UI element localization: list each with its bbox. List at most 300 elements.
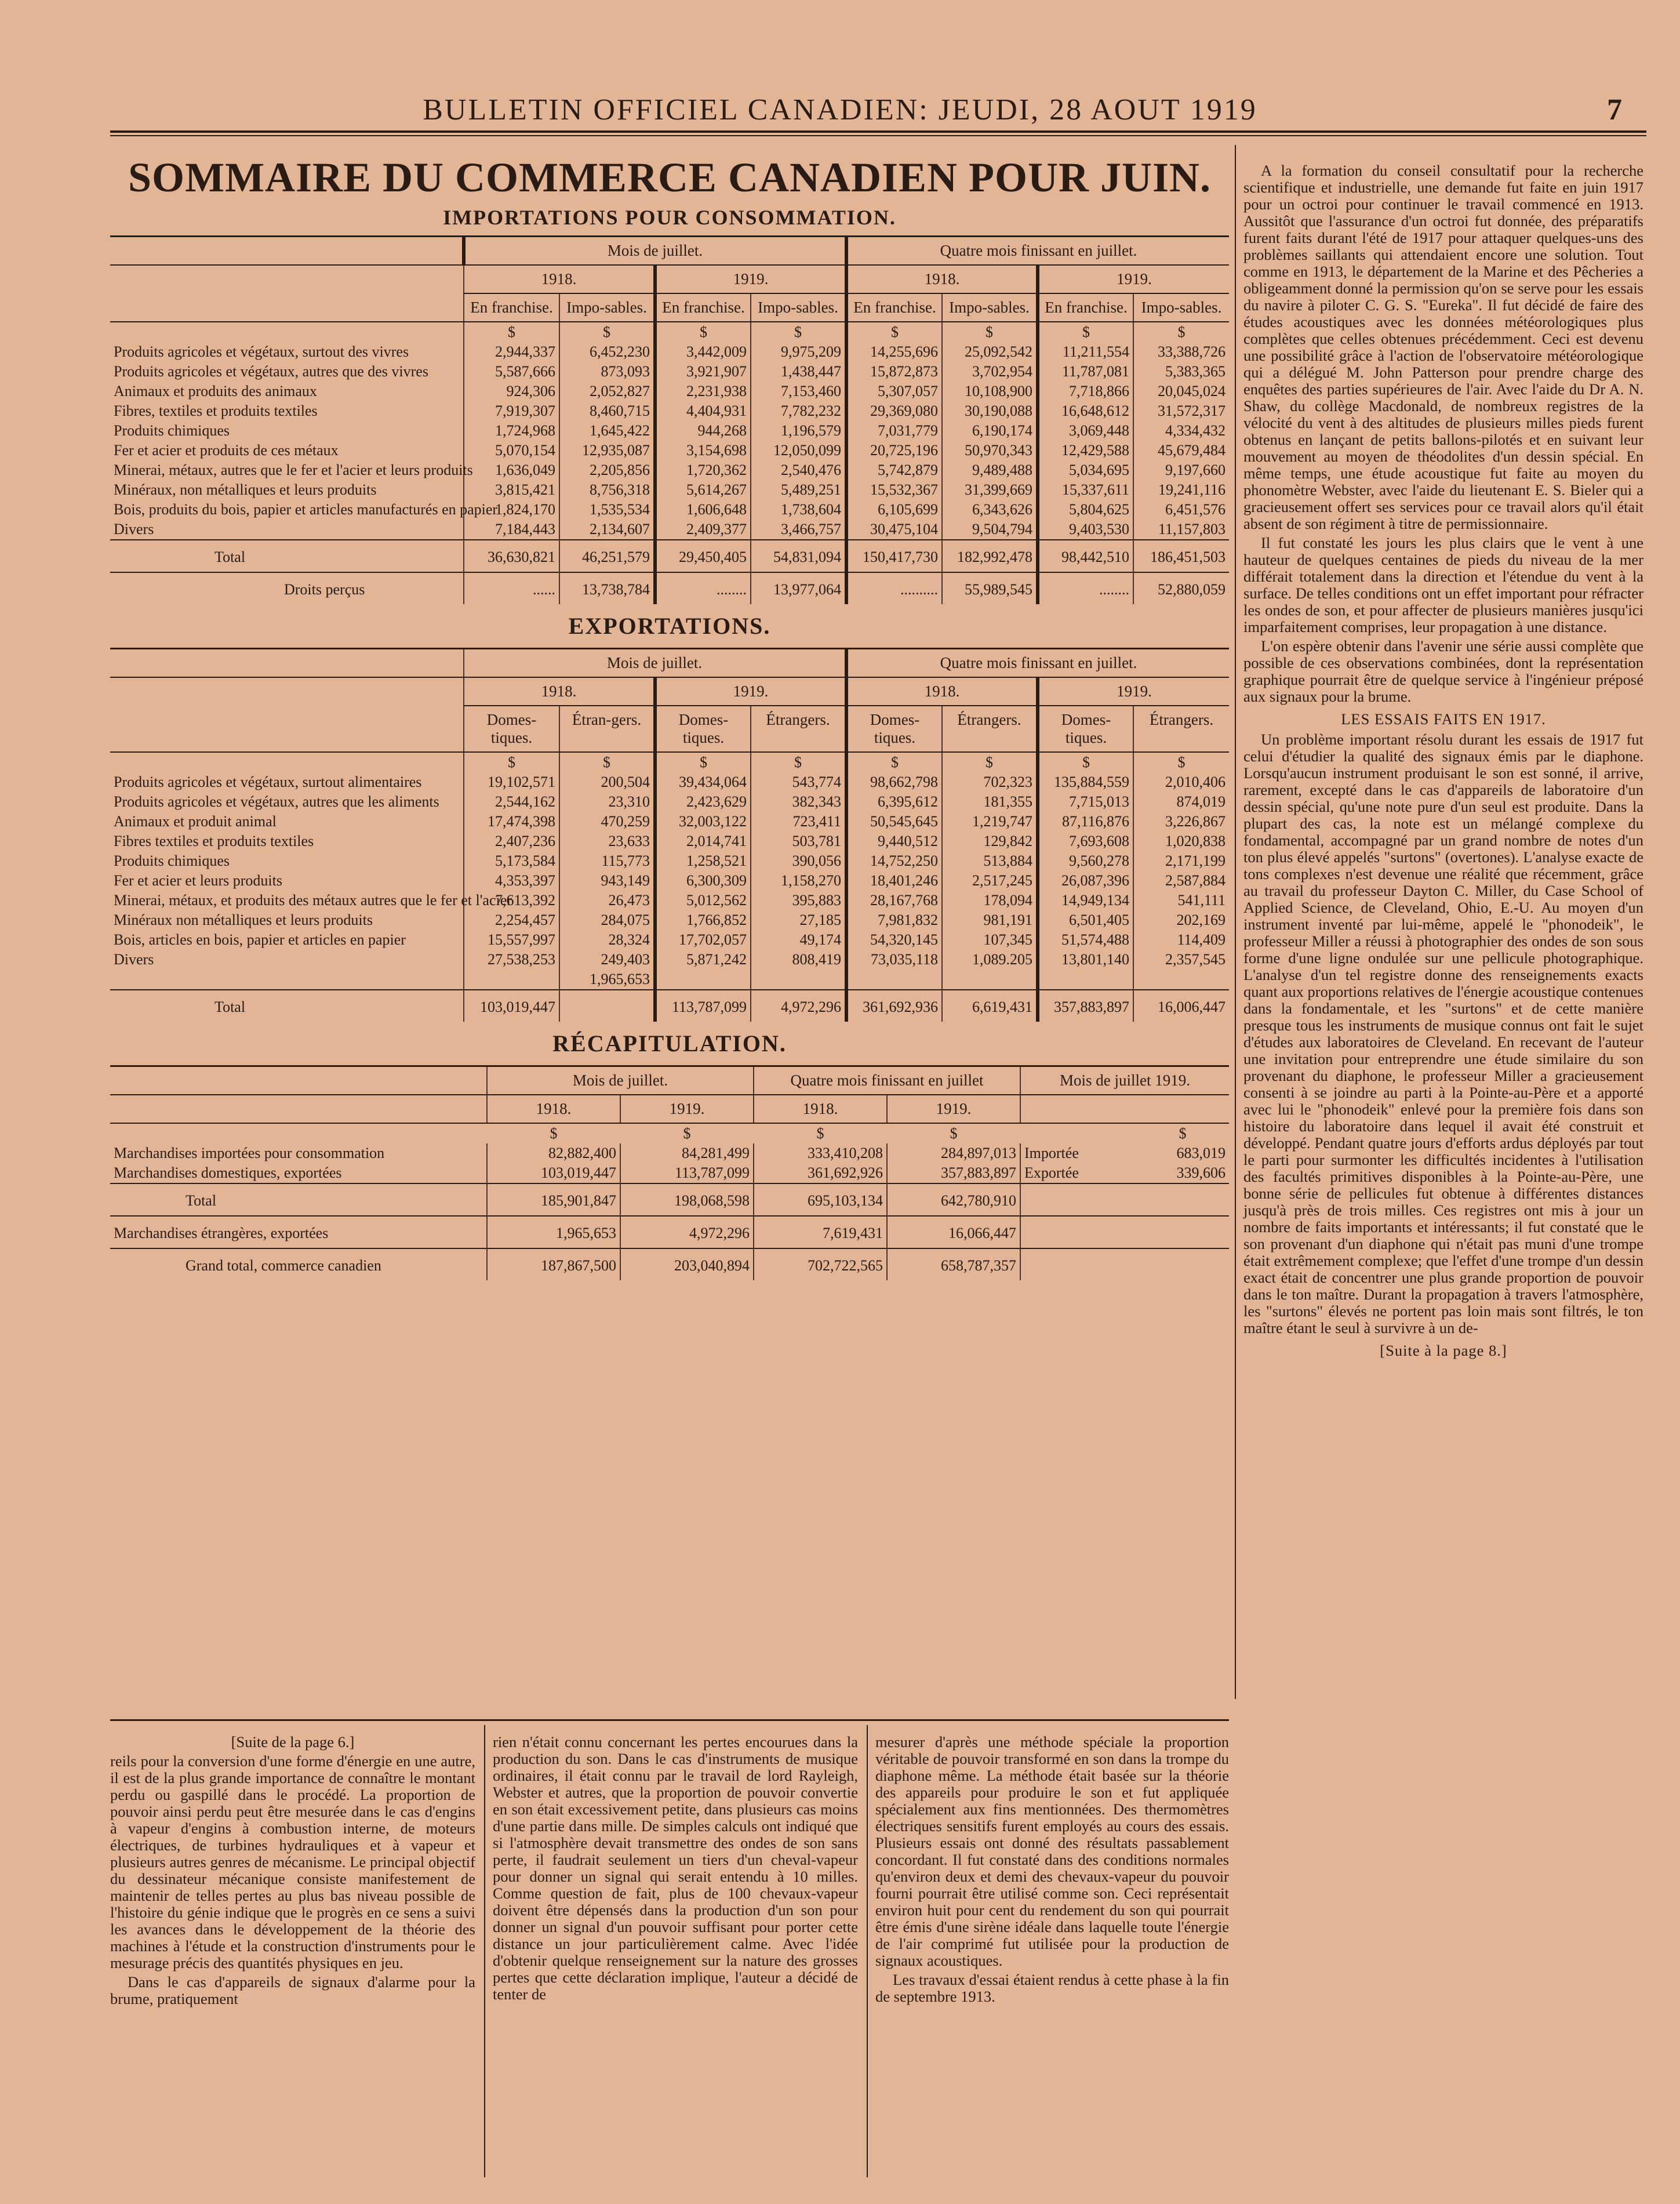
cell: 5,742,879 [846, 460, 942, 480]
cell: 107,345 [942, 930, 1038, 950]
table-row [110, 891, 1229, 910]
cell: 198,068,598 [620, 1183, 754, 1216]
cell: 6,501,405 [1038, 910, 1133, 930]
cell: 1,766,852 [655, 910, 751, 930]
imports-table [110, 235, 1229, 604]
cell: 5,070,154 [464, 441, 559, 460]
cell: 187,867,500 [487, 1248, 620, 1280]
table-row [110, 871, 1229, 891]
cell: 26,087,396 [1038, 871, 1133, 891]
cell: 16,648,612 [1038, 401, 1133, 421]
cell: 51,574,488 [1038, 930, 1133, 950]
cell: 9,489,488 [942, 460, 1038, 480]
cell: 2,052,827 [559, 382, 655, 401]
cell: .......... [846, 572, 942, 604]
cell: 7,184,443 [464, 520, 559, 540]
row-label: Grand total, commerce canadien [110, 1248, 487, 1280]
cell: 23,310 [559, 792, 655, 812]
cell: 8,756,318 [559, 480, 655, 500]
row-label: Animaux et produits des animaux [114, 383, 317, 400]
imports-year-1919-b: 1919. [1038, 265, 1229, 293]
cell: 5,034,695 [1038, 460, 1133, 480]
cell: 200,504 [559, 772, 655, 792]
cell: 202,169 [1133, 910, 1229, 930]
cell: 31,399,669 [942, 480, 1038, 500]
row-label: Marchandises importées pour consommation [114, 1145, 385, 1161]
cell: 28,324 [559, 930, 655, 950]
cell: 115,773 [559, 851, 655, 871]
col-free: En franchise. [464, 293, 559, 322]
table-row [110, 910, 1229, 930]
cell: 14,949,134 [1038, 891, 1133, 910]
cell: 98,442,510 [1038, 540, 1133, 572]
cell: 5,173,584 [464, 851, 559, 871]
table-row [110, 1216, 1229, 1248]
cell: 203,040,894 [620, 1248, 754, 1280]
cell: 470,259 [559, 812, 655, 832]
cell: 5,871,242 [655, 950, 751, 970]
cell: 658,787,357 [887, 1248, 1020, 1280]
cell: 31,572,317 [1133, 401, 1229, 421]
cell: 114,409 [1133, 930, 1229, 950]
cell: 13,977,064 [751, 572, 846, 604]
spacer [1038, 970, 1133, 990]
dollar-sign: $ [464, 322, 559, 342]
column-divider [1235, 145, 1236, 1699]
row-label: Bois, produits du bois, papier et articles manufacturés en papier [114, 501, 498, 518]
bottom-rule [110, 1719, 1229, 1721]
cell: 2,010,406 [1133, 772, 1229, 792]
col-free: En franchise. [846, 293, 942, 322]
table-row [110, 441, 1229, 460]
cell: 1,020,838 [1133, 832, 1229, 851]
cell: 702,722,565 [754, 1248, 887, 1280]
cell: 284,897,013 [887, 1143, 1020, 1163]
cell: 3,702,954 [942, 362, 1038, 382]
cell: 17,474,398 [464, 812, 559, 832]
cell: 98,662,798 [846, 772, 942, 792]
dollar-sign: $ [950, 1125, 958, 1142]
cell: 14,752,250 [846, 851, 942, 871]
header-rule [110, 130, 1646, 133]
row-label: Produits chimiques [114, 422, 230, 439]
exports-group-four: Quatre mois finissant en juillet. [846, 649, 1229, 678]
cell: 16,006,447 [1133, 990, 1229, 1022]
col-foreign: Étrangers. [751, 706, 846, 752]
cell: 28,167,768 [846, 891, 942, 910]
dollar-sign: $ [751, 752, 846, 772]
cell: 944,268 [655, 421, 751, 441]
cell: 12,935,087 [559, 441, 655, 460]
imports-group-four: Quatre mois finissant en juillet. [846, 237, 1229, 266]
paragraph: A la formation du conseil consultatif pour la recherche scientifique et industrielle, une demande fut faite en juin 1917 pour un octroi pour continuer le travail commencé en 1913. Aussitôt que l'assurance d'un octroi fut donnée, des préparatifs furent faits durant l'été de 1917 pour attaquer quelques-uns des problèmes saillants qui attendaient encore une solution. Tout comme en 1913, le département de la Marine et des Pêcheries a obligeamment donné la permission qu'on se serve pour les essais du navire à piloter C. G. S. "Eureka". Il fut décidé de faire des études acoustiques avec les données météorologiques plus complètes que celles obtenues précédemment. Ceci est devenu une possibilité grâce à l'action de l'observatoire météorologique qui a délégué M. John Patterson pour prendre charge des enquêtes des parties supérieures de l'air. Avec l'aide du Dr A. N. Shaw, du collège Macdonald, de nombreux registres de la vélocité du vent à des altitudes de plusieurs milles pieds furent obtenus en lançant de petits ballons-pilotés et en suivant leur mouvement au moyen de théodolites d'un dessin spécial. En même temps, une étude acoustique fut faite au moyen du phonomètre Webster, avec l'aide du lieutenant E. S. Bieler qui a gracieusement offert ses services pour ce travail alors qu'il était absent de son régiment à titre de permissionnaire. [1243, 162, 1643, 532]
col-free: En franchise. [1038, 293, 1133, 322]
cell: 924,306 [464, 382, 559, 401]
cell: 1,158,270 [751, 871, 846, 891]
article-right-column [1243, 162, 1643, 1363]
cell: 15,557,997 [464, 930, 559, 950]
recap-table [110, 1065, 1229, 1280]
dollar-sign: $ [559, 322, 655, 342]
paragraph: reils pour la conversion d'une forme d'énergie en une autre, il est de la plus grande importance de connaître le montant perdu ou gaspillé dans le procédé. La proportion de pouvoir ainsi perdu peut être mesurée dans le cas d'engins à vapeur d'engins à combustion interne, de moteurs électriques, de turbines hydrauliques et à vapeur et plusieurs autres genres de mécanisme. Le principal objectif du dessinateur mécanique consiste manifestement de maintenir de telles pertes au plus bas niveau possible de l'histoire du génie indique que le progrès en ce sens a suivi les avances dans le développement de la théorie des machines à l'étude et la construction d'instruments pour le mesurage précis des quantités physiques en jeu. [110, 1752, 475, 1971]
col-dutiable: Impo-sables. [559, 293, 655, 322]
table-row [110, 421, 1229, 441]
cell: 30,190,088 [942, 401, 1038, 421]
cell: 19,102,571 [464, 772, 559, 792]
cell: 7,693,608 [1038, 832, 1133, 851]
cell: 33,388,726 [1133, 342, 1229, 362]
cell: 73,035,118 [846, 950, 942, 970]
cell: 1,965,653 [559, 970, 655, 990]
row-label: Animaux et produit animal [114, 813, 277, 830]
col-dutiable: Impo-sables. [1133, 293, 1229, 322]
table-row [110, 792, 1229, 812]
cell: 1,720,362 [655, 460, 751, 480]
cell: ........ [655, 572, 751, 604]
cell: 1,258,521 [655, 851, 751, 871]
cell: 13,738,784 [559, 572, 655, 604]
cell: 361,692,926 [754, 1163, 887, 1183]
cell: 249,403 [559, 950, 655, 970]
table-row [110, 401, 1229, 421]
cell: 8,460,715 [559, 401, 655, 421]
cell: 182,992,478 [942, 540, 1038, 572]
duties-row [110, 572, 1229, 604]
cell: 2,171,199 [1133, 851, 1229, 871]
cell: 12,429,588 [1038, 441, 1133, 460]
cell: 1,535,534 [559, 500, 655, 520]
cell: 1,965,653 [487, 1216, 620, 1248]
article-column-1 [110, 1734, 475, 2010]
cell: 18,401,246 [846, 871, 942, 891]
cell: 32,003,122 [655, 812, 751, 832]
paragraph: L'on espère obtenir dans l'avenir une série aussi complète que possible de ces observations combinées, dont la représentation graphique pourrait être de quelque service à l'ingénieur préposé aux signaux pour la brume. [1243, 637, 1643, 705]
cell: 874,019 [1133, 792, 1229, 812]
imports-year-1919-a: 1919. [655, 265, 846, 293]
cell: 7,153,460 [751, 382, 846, 401]
row-label: Fer et acier et produits de ces métaux [114, 442, 339, 459]
row-label: Minéraux non métalliques et leurs produits [114, 912, 373, 928]
cell: 15,532,367 [846, 480, 942, 500]
cell: 82,882,400 [487, 1143, 620, 1163]
dollar-sign: $ [1133, 322, 1229, 342]
cell: 17,702,057 [655, 930, 751, 950]
cell: 333,410,208 [754, 1143, 887, 1163]
cell: 3,226,867 [1133, 812, 1229, 832]
cell: 6,300,309 [655, 871, 751, 891]
cell: 1,219,747 [942, 812, 1038, 832]
col-foreign: Étrangers. [942, 706, 1038, 752]
cell: 9,504,794 [942, 520, 1038, 540]
table-row [110, 1163, 1229, 1183]
cell: 6,343,626 [942, 500, 1038, 520]
cell: 2,944,337 [464, 342, 559, 362]
cell: 3,466,757 [751, 520, 846, 540]
cell: 1,824,170 [464, 500, 559, 520]
dollar-sign: $ [751, 322, 846, 342]
table-row [110, 520, 1229, 540]
cell: 12,050,099 [751, 441, 846, 460]
cell: 723,411 [751, 812, 846, 832]
col-domestic: Domes-tiques. [464, 706, 559, 752]
cell: 284,075 [559, 910, 655, 930]
cell: 16,066,447 [887, 1216, 1020, 1248]
spacer [655, 970, 751, 990]
cell: 1,438,447 [751, 362, 846, 382]
article-column-2 [493, 1734, 858, 2005]
cell: 5,307,057 [846, 382, 942, 401]
cell: 6,619,431 [942, 990, 1038, 1022]
imports-year-1918-a: 1918. [464, 265, 655, 293]
row-label: Marchandises domestiques, exportées [114, 1164, 342, 1181]
cell: 54,320,145 [846, 930, 942, 950]
recap-group-1919: Mois de juillet 1919. [1020, 1066, 1229, 1095]
row-label: Divers [114, 521, 154, 538]
table-row [110, 500, 1229, 520]
cell: 2,544,162 [464, 792, 559, 812]
table-row [110, 1143, 1229, 1163]
col-free: En franchise. [655, 293, 751, 322]
cell: 9,440,512 [846, 832, 942, 851]
cell: 52,880,059 [1133, 572, 1229, 604]
cell: 2,014,741 [655, 832, 751, 851]
spacer [751, 970, 846, 990]
cell: Importée [1020, 1143, 1136, 1163]
cell: 7,718,866 [1038, 382, 1133, 401]
cell: 357,883,897 [1038, 990, 1133, 1022]
cell: 695,103,134 [754, 1183, 887, 1216]
cell: 6,452,230 [559, 342, 655, 362]
cell: 9,975,209 [751, 342, 846, 362]
cell: 357,883,897 [887, 1163, 1020, 1183]
row-label: Marchandises étrangères, exportées [110, 1216, 487, 1248]
exports-year-1919-b: 1919. [1038, 677, 1229, 706]
cell: 5,587,666 [464, 362, 559, 382]
paragraph: Dans le cas d'appareils de signaux d'alarme pour la brume, pratiquement [110, 1973, 475, 2007]
cell: 178,094 [942, 891, 1038, 910]
cell: 4,972,296 [751, 990, 846, 1022]
cell: 7,715,013 [1038, 792, 1133, 812]
spacer [110, 752, 464, 772]
cell: 4,404,931 [655, 401, 751, 421]
cell: 13,801,140 [1038, 950, 1133, 970]
grand-total-row [110, 1248, 1229, 1280]
cell: 50,970,343 [942, 441, 1038, 460]
column-divider [867, 1725, 868, 2177]
cell: 5,614,267 [655, 480, 751, 500]
dollar-sign: $ [1038, 752, 1133, 772]
recap-year-1918: 1918. [754, 1095, 887, 1123]
cell: 642,780,910 [887, 1183, 1020, 1216]
cell: 6,451,576 [1133, 500, 1229, 520]
table-row [110, 480, 1229, 500]
cell: 390,056 [751, 851, 846, 871]
cell: 20,725,196 [846, 441, 942, 460]
table-row [110, 851, 1229, 871]
row-label: Minéraux, non métalliques et leurs produits [114, 481, 377, 498]
cell: 29,369,080 [846, 401, 942, 421]
spacer [110, 970, 464, 990]
cell: 39,434,064 [655, 772, 751, 792]
cell: 10,108,900 [942, 382, 1038, 401]
continued-from: [Suite de la page 6.] [231, 1733, 355, 1751]
spacer [846, 970, 942, 990]
col-domestic: Domes-tiques. [655, 706, 751, 752]
cell: 3,154,698 [655, 441, 751, 460]
table-row [110, 342, 1229, 362]
table-row [110, 460, 1229, 480]
cell: 2,517,245 [942, 871, 1038, 891]
cell: 1,196,579 [751, 421, 846, 441]
dollar-sign: $ [1038, 322, 1133, 342]
table-row [110, 812, 1229, 832]
cell: 50,545,645 [846, 812, 942, 832]
total-row [110, 1183, 1229, 1216]
cell: 808,419 [751, 950, 846, 970]
cell: 23,633 [559, 832, 655, 851]
cell: 2,357,545 [1133, 950, 1229, 970]
cell: 181,355 [942, 792, 1038, 812]
cell: 29,450,405 [655, 540, 751, 572]
col-dutiable: Impo-sables. [942, 293, 1038, 322]
total-row [110, 540, 1229, 572]
row-label: Produits agricoles et végétaux, autres que des vivres [114, 363, 428, 380]
cell: 4,972,296 [620, 1216, 754, 1248]
cell: 26,473 [559, 891, 655, 910]
cell: 2,409,377 [655, 520, 751, 540]
spacer [942, 970, 1038, 990]
paragraph: Il fut constaté les jours les plus clairs que le vent à une hauteur de quelques centaines de pieds du niveau de la mer différait totalement dans la direction et l'étendue du vent à la surface. De telles conditions ont un effet important pour réfracter les ondes de son, et pour affecter de plusieurs manières jusqu'ici imparfaitement comprises, leur propagation à une distance. [1243, 534, 1643, 636]
cell: 27,185 [751, 910, 846, 930]
dollar-sign: $ [942, 322, 1038, 342]
cell: 9,403,530 [1038, 520, 1133, 540]
cell: 3,069,448 [1038, 421, 1133, 441]
exports-year-1918-b: 1918. [846, 677, 1038, 706]
main-title: SOMMAIRE DU COMMERCE CANADIEN POUR JUIN. [128, 154, 1211, 201]
dollar-sign: $ [942, 752, 1038, 772]
cell: 3,442,009 [655, 342, 751, 362]
cell: 135,884,559 [1038, 772, 1133, 792]
cell: 683,019 [1176, 1145, 1226, 1161]
col-foreign: Étran-gers. [559, 706, 655, 752]
cell: 46,251,579 [559, 540, 655, 572]
cell: 25,092,542 [942, 342, 1038, 362]
cell: 113,787,099 [655, 990, 751, 1022]
imports-title: IMPORTATIONS POUR CONSOMMATION. [443, 206, 896, 229]
dollar-sign: $ [655, 752, 751, 772]
page-number: 7 [1607, 93, 1622, 126]
cell: 54,831,094 [751, 540, 846, 572]
cell: 981,191 [942, 910, 1038, 930]
cell: 541,111 [1133, 891, 1229, 910]
cell: 1,645,422 [559, 421, 655, 441]
paragraph: mesurer d'après une méthode spéciale la proportion véritable de pouvoir transformé en son dans la trompe du diaphone même. La méthode était basée sur la théorie des appareils pour produire le son et fut appliquée spécialement aux fins mentionnées. Des thermomètres électriques sensitifs furent employés au cours des essais. Plusieurs essais ont donné des résultats passablement concordant. Il fut constaté dans des conditions normales qu'environ deux et demi des chevaux-vapeur du pouvoir fourni pourrait être utilisé comme son. Ceci représentait environ huit pour cent du rendement du son qui pourrait être émis d'une sirène idéale dans laquelle toute l'énergie de l'air comprimé fut utilisée pour la production de signaux acoustiques. [875, 1733, 1229, 1969]
cell: 2,205,856 [559, 460, 655, 480]
continued-note: [Suite à la page 8.] [1380, 1342, 1507, 1359]
cell: 30,475,104 [846, 520, 942, 540]
cell: 2,587,884 [1133, 871, 1229, 891]
dollar-sign: $ [1133, 752, 1229, 772]
row-label: Produits agricoles et végétaux, autres que les aliments [114, 793, 439, 810]
cell: 14,255,696 [846, 342, 942, 362]
spacer [1133, 970, 1229, 990]
cell: 113,787,099 [620, 1163, 754, 1183]
cell: 3,921,907 [655, 362, 751, 382]
cell: 513,884 [942, 851, 1038, 871]
cell: 7,031,779 [846, 421, 942, 441]
recap-group-four: Quatre mois finissant en juillet [754, 1066, 1020, 1095]
dollar-sign: $ [816, 1125, 824, 1142]
dollar-sign: $ [1179, 1125, 1187, 1142]
exports-title: EXPORTATIONS. [568, 613, 771, 639]
exports-group-month: Mois de juillet. [464, 649, 846, 678]
article-column-3 [875, 1734, 1229, 2007]
cell: 1,636,049 [464, 460, 559, 480]
row-label: Total [110, 990, 464, 1022]
table-row [110, 382, 1229, 401]
cell: 4,353,397 [464, 871, 559, 891]
cell: 361,692,936 [846, 990, 942, 1022]
table-row [110, 950, 1229, 970]
row-label: Minerai, métaux, et produits des métaux autres que le fer et l'acier [114, 892, 512, 909]
paragraph: rien n'était connu concernant les pertes encourues dans la production du son. Dans le cas d'instruments de musique ordinaires, il était connu par le travail de lord Rayleigh, Webster et autres, que la proportion de pouvoir convertie en son était excessivement petite, dans plusieurs cas moins d'une partie dans mille. De simples calculs ont indiqué que si l'atmosphère devait transmettre des ondes de son sans perte, il faudrait seulement un tiers d'un cheval-vapeur pour donner un signal qui serait entendu à 10 milles. Comme question de fait, plus de 100 chevaux-vapeur doivent être dépensés dans la production d'un son pour donner un signal d'un pouvoir suffisant pour porter cette distance un jour particulièrement calme. Avec l'idée d'obtenir quelque renseignement sur la nature des grosses pertes que cette déclaration implique, l'auteur a décidé de tenter de [493, 1733, 858, 2003]
cell: 9,197,660 [1133, 460, 1229, 480]
row-label: Produits agricoles et végétaux, surtout alimentaires [114, 774, 422, 790]
cell: 19,241,116 [1133, 480, 1229, 500]
cell: 339,606 [1176, 1164, 1226, 1181]
cell: 129,842 [942, 832, 1038, 851]
cell: 2,423,629 [655, 792, 751, 812]
cell: 55,989,545 [942, 572, 1038, 604]
cell: 7,782,232 [751, 401, 846, 421]
paragraph: Les travaux d'essai étaient rendus à cette phase à la fin de septembre 1913. [875, 1971, 1229, 2005]
cell: 943,149 [559, 871, 655, 891]
cell: 5,804,625 [1038, 500, 1133, 520]
table-row [110, 832, 1229, 851]
imports-year-1918-b: 1918. [846, 265, 1038, 293]
cell: 9,560,278 [1038, 851, 1133, 871]
cell: 2,540,476 [751, 460, 846, 480]
imports-group-month: Mois de juillet. [464, 237, 846, 266]
column-divider [484, 1725, 485, 2177]
cell: 186,451,503 [1133, 540, 1229, 572]
total-row [110, 990, 1229, 1022]
cell: 15,872,873 [846, 362, 942, 382]
cell: 27,538,253 [464, 950, 559, 970]
cell: 4,334,432 [1133, 421, 1229, 441]
cell: 3,815,421 [464, 480, 559, 500]
cell: 150,417,730 [846, 540, 942, 572]
trade-summary-panel [110, 145, 1229, 1280]
cell: 20,045,024 [1133, 382, 1229, 401]
header-rule-thin [110, 135, 1646, 136]
cell: 2,407,236 [464, 832, 559, 851]
dollar-sign: $ [683, 1125, 691, 1142]
cell: 49,174 [751, 930, 846, 950]
cell: 1,738,604 [751, 500, 846, 520]
cell: 702,323 [942, 772, 1038, 792]
cell: 395,883 [751, 891, 846, 910]
cell: 103,019,447 [464, 990, 559, 1022]
running-title: BULLETIN OFFICIEL CANADIEN: JEUDI, 28 AOUT 1919 [423, 93, 1257, 126]
col-domestic: Domes-tiques. [846, 706, 942, 752]
cell: 5,489,251 [751, 480, 846, 500]
table-row [110, 772, 1229, 792]
cell: 36,630,821 [464, 540, 559, 572]
cell: 87,116,876 [1038, 812, 1133, 832]
cell: 1,724,968 [464, 421, 559, 441]
table-row [110, 362, 1229, 382]
